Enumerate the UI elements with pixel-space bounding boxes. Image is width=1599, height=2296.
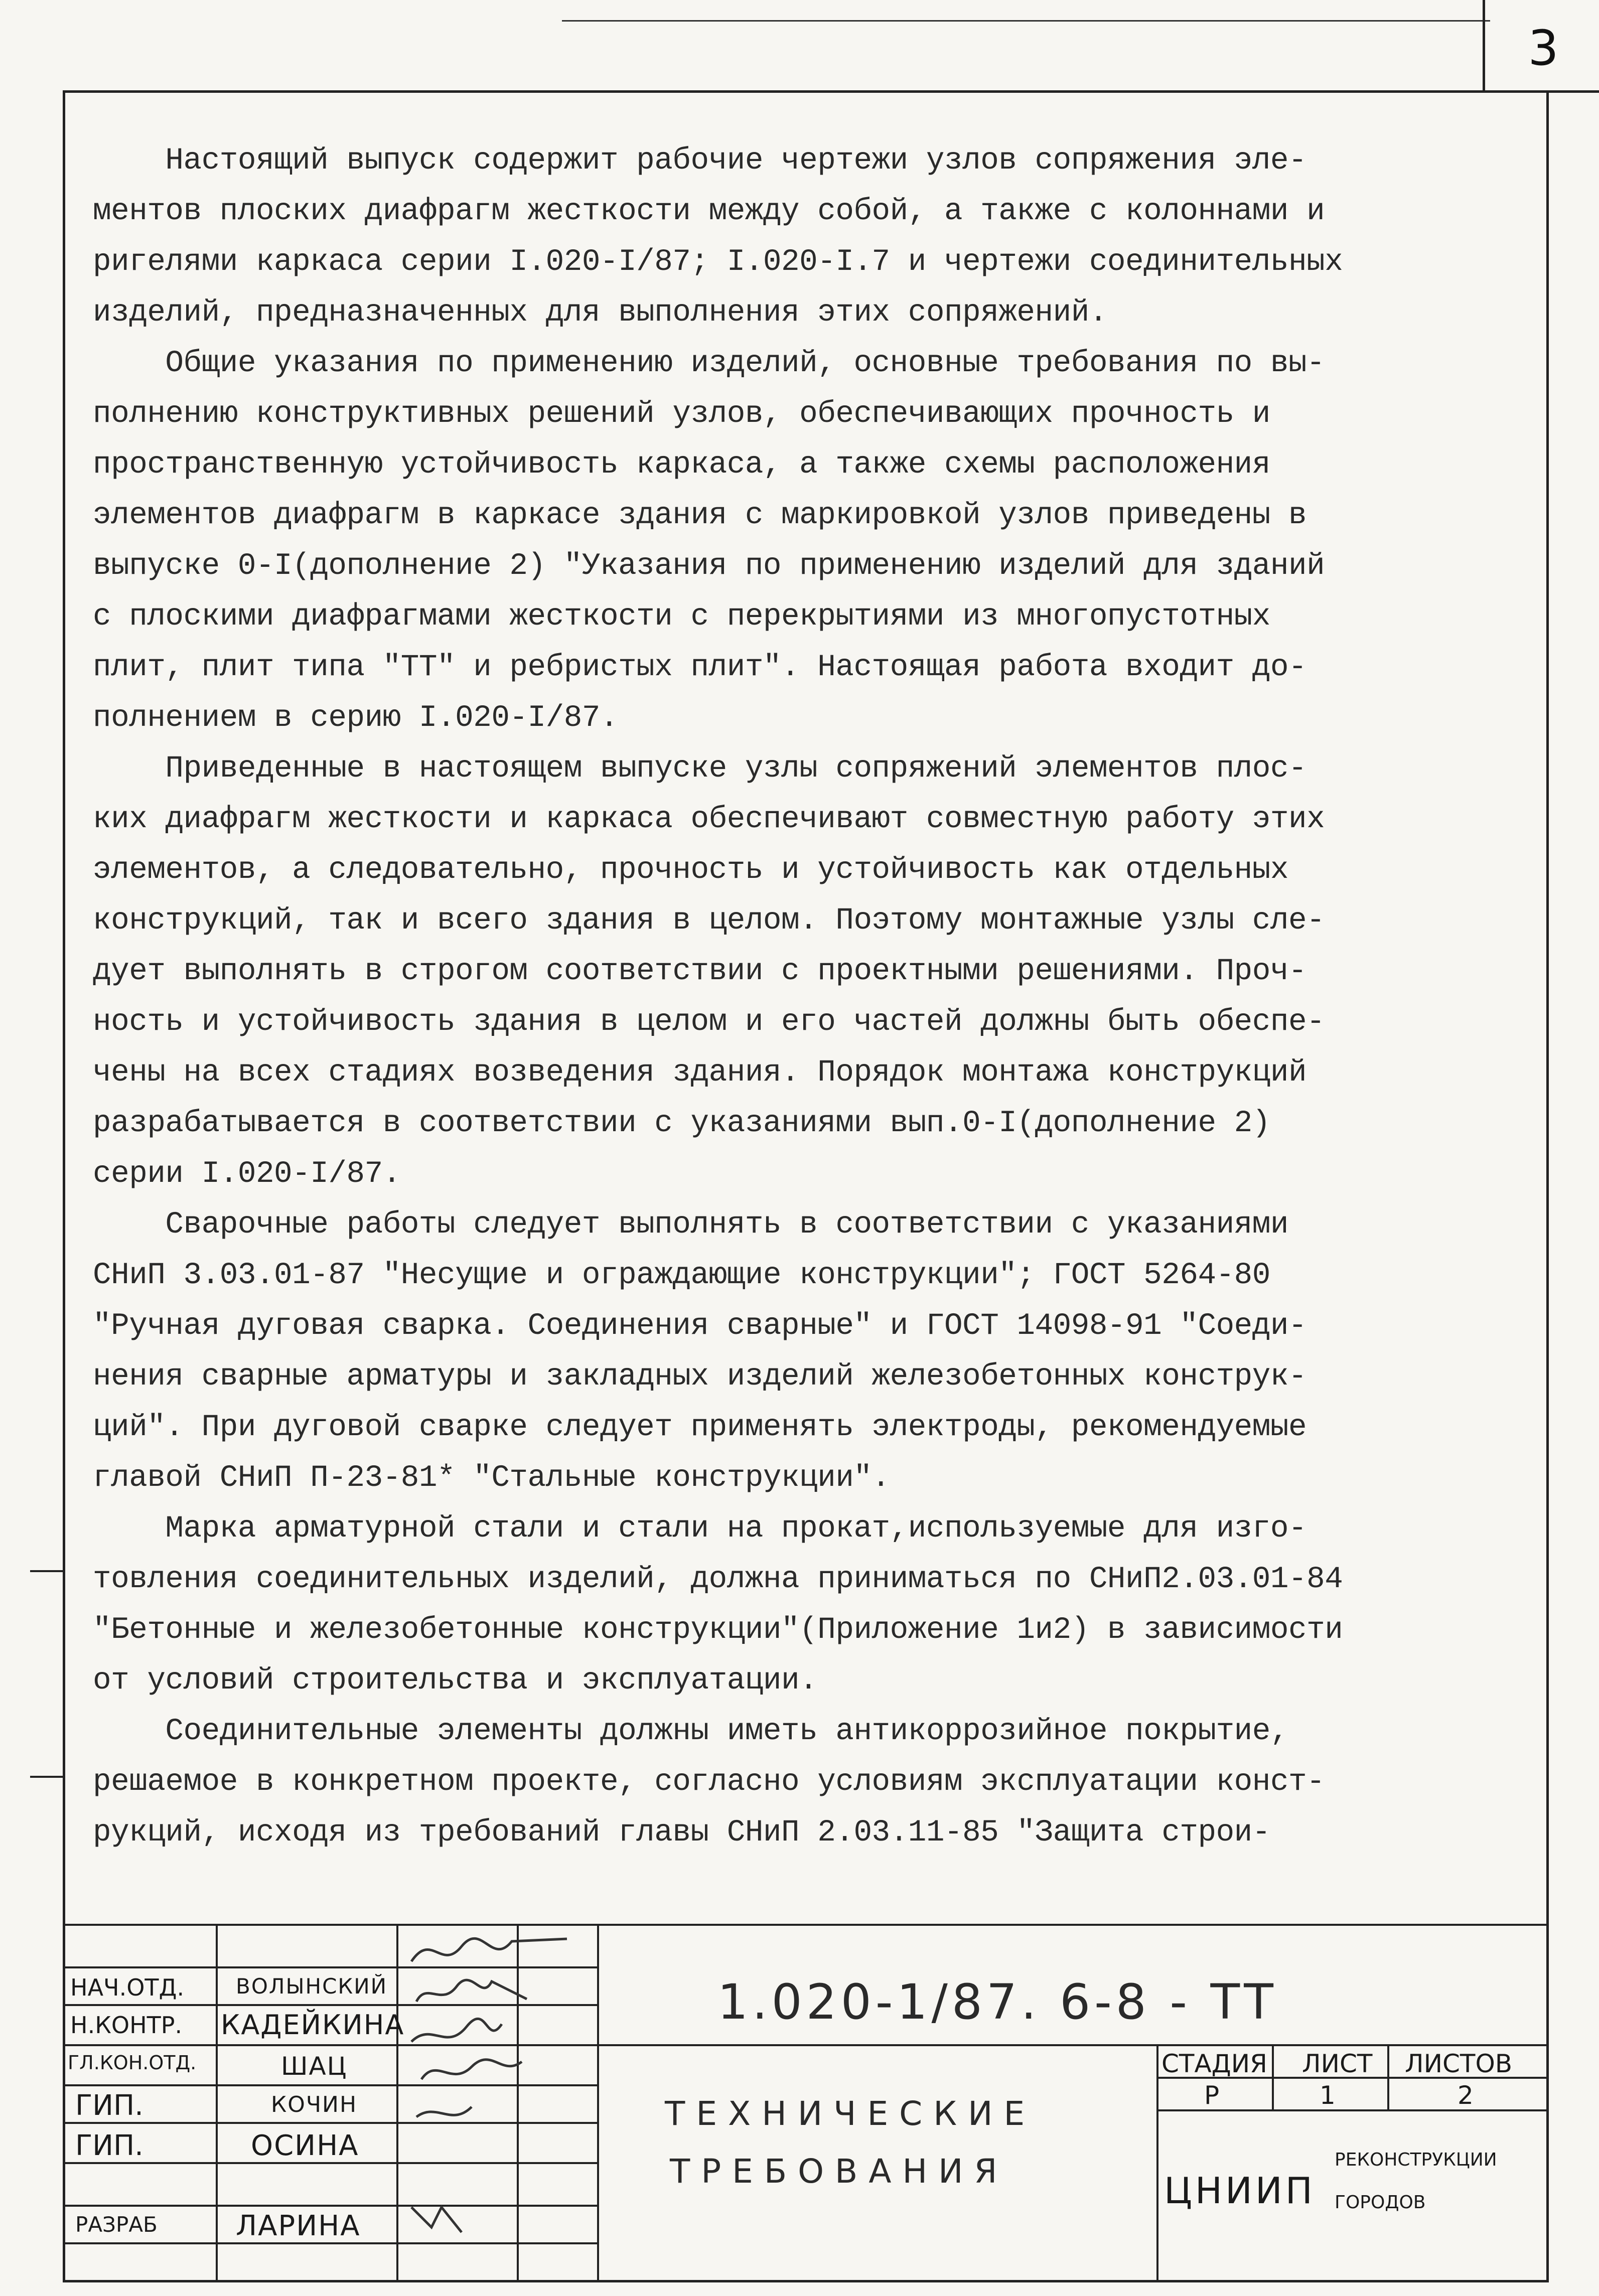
title-block-top-line bbox=[63, 1924, 1549, 1926]
signer-name: ВОЛЫНСКИЙ bbox=[236, 1974, 388, 1999]
signer-name: КОЧИН bbox=[271, 2092, 358, 2117]
signatures bbox=[401, 1926, 592, 2277]
title-line-1: ТЕХНИЧЕСКИЕ bbox=[665, 2094, 1036, 2133]
tb-vline bbox=[396, 1924, 398, 2282]
paragraph-6: Соединительные элементы должны иметь антикоррозийное покрытие, решаемое в конкретном проекте, согласно условиям эксплуатации конст- рукций, исходя из требований главы СНиП 2.03.11-85 "Защита строи- bbox=[93, 1714, 1325, 1850]
signer-role: РАЗРАБ bbox=[75, 2212, 158, 2237]
stage-header: СТАДИЯ bbox=[1161, 2049, 1267, 2078]
signer-name: КАДЕЙКИНА bbox=[221, 2009, 405, 2041]
paragraph-2: Общие указания по применению изделий, основные требования по вы- полнению конструктивных решений узлов, обеспечивающих прочность и пространственную устойчивость каркаса, а также схемы расположения элементов диафрагм в каркасе здания с маркировкой узлов приведены в выпуске 0-I(дополнение 2) "Указания по применению изделий для зданий с плоскими диафрагмами жесткости с перекрытиями из многопустотных плит, плит типа "ТТ" и ребристых плит". Настоящая работа входит до- полнением в серию I.020-I/87. bbox=[93, 346, 1325, 735]
signer-name: ОСИНА bbox=[251, 2129, 359, 2162]
paragraph-1: Настоящий выпуск содержит рабочие чертежи узлов сопряжения эле- ментов плоских диафрагм жесткости между собой, а также с колоннами и ригелями каркаса серии I.020-I/87; I.020-I.7 и чертежи соединительных изделий, предназначенных для выполнения этих сопряжений. bbox=[93, 143, 1343, 330]
sheet-number-box bbox=[1483, 0, 1599, 93]
sheet-header: ЛИСТ bbox=[1302, 2049, 1373, 2078]
org-subtitle-1: РЕКОНСТРУКЦИИ bbox=[1335, 2150, 1497, 2170]
signer-role: Н.КОНТР. bbox=[70, 2012, 183, 2039]
tb-vline bbox=[597, 1924, 599, 2282]
stage-value: Р bbox=[1204, 2081, 1220, 2110]
sheets-value: 2 bbox=[1458, 2081, 1474, 2110]
title-line-2: ТРЕБОВАНИЯ bbox=[670, 2152, 1008, 2191]
margin-tick bbox=[30, 1570, 65, 1572]
document-body bbox=[93, 135, 1538, 1858]
paragraph-3: Приведенные в настоящем выпуске узлы сопряжений элементов плос- ких диафрагм жесткости и каркаса обеспечивают совместную работу этих элементов, а следовательно, прочность и устойчивость как отдельных конструкций, так и всего здания в целом. Поэтому монтажные узлы сле- дует выполнять в строгом соответствии с проектными решениями. Проч- ность и устойчивость здания в целом и его частей должны быть обеспе- чены на всех стадиях возведения здания. Порядок монтажа конструкций разрабатывается в соответствии с указаниями вып.0-I(дополнение 2) серии I.020-I/87. bbox=[93, 751, 1325, 1191]
top-border-line bbox=[562, 20, 1490, 22]
org-name: ЦНИИП bbox=[1164, 2170, 1316, 2212]
org-subtitle-2: ГОРОДОВ bbox=[1335, 2192, 1426, 2213]
sheet-number: 3 bbox=[1528, 20, 1559, 76]
signer-role: ГИП. bbox=[75, 2129, 143, 2162]
signer-role: ГИП. bbox=[75, 2089, 143, 2122]
sheet-value: 1 bbox=[1320, 2081, 1336, 2110]
tb-vline bbox=[1156, 2044, 1158, 2282]
tb-vline bbox=[216, 1924, 218, 2282]
margin-tick bbox=[30, 1776, 65, 1778]
tb-hline bbox=[63, 2044, 1549, 2046]
paragraph-4: Сварочные работы следует выполнять в соответствии с указаниями СНиП 3.03.01-87 "Несущие и ограждающие конструкции"; ГОСТ 5264-80 "Ручная дуговая сварка. Соединения сварные" и ГОСТ 14098-91 "Соеди- нения сварные арматуры и закладных изделий железобетонных конструк- ций". При дуговой сварке следует применять электроды, рекомендуемые главой СНиП П-23-81* "Стальные конструкции". bbox=[93, 1207, 1307, 1495]
signer-name: ШАЦ bbox=[281, 2052, 348, 2081]
paragraph-5: Марка арматурной стали и стали на прокат,используемые для изго- товления соединительных изделий, должна приниматься по СНиП2.03.01-84 "Бетонные и железобетонные конструкции"(Приложение 1и2) в зависимости от условий строительства и эксплуатации. bbox=[93, 1511, 1343, 1698]
document-code: 1.020-1/87. 6-8 - ТТ bbox=[717, 1974, 1277, 2030]
signer-role: ГЛ.КОН.ОТД. bbox=[68, 2052, 197, 2074]
signer-name: ЛАРИНА bbox=[236, 2210, 361, 2242]
sheets-header: ЛИСТОВ bbox=[1405, 2049, 1513, 2078]
signer-role: НАЧ.ОТД. bbox=[70, 1974, 185, 2001]
